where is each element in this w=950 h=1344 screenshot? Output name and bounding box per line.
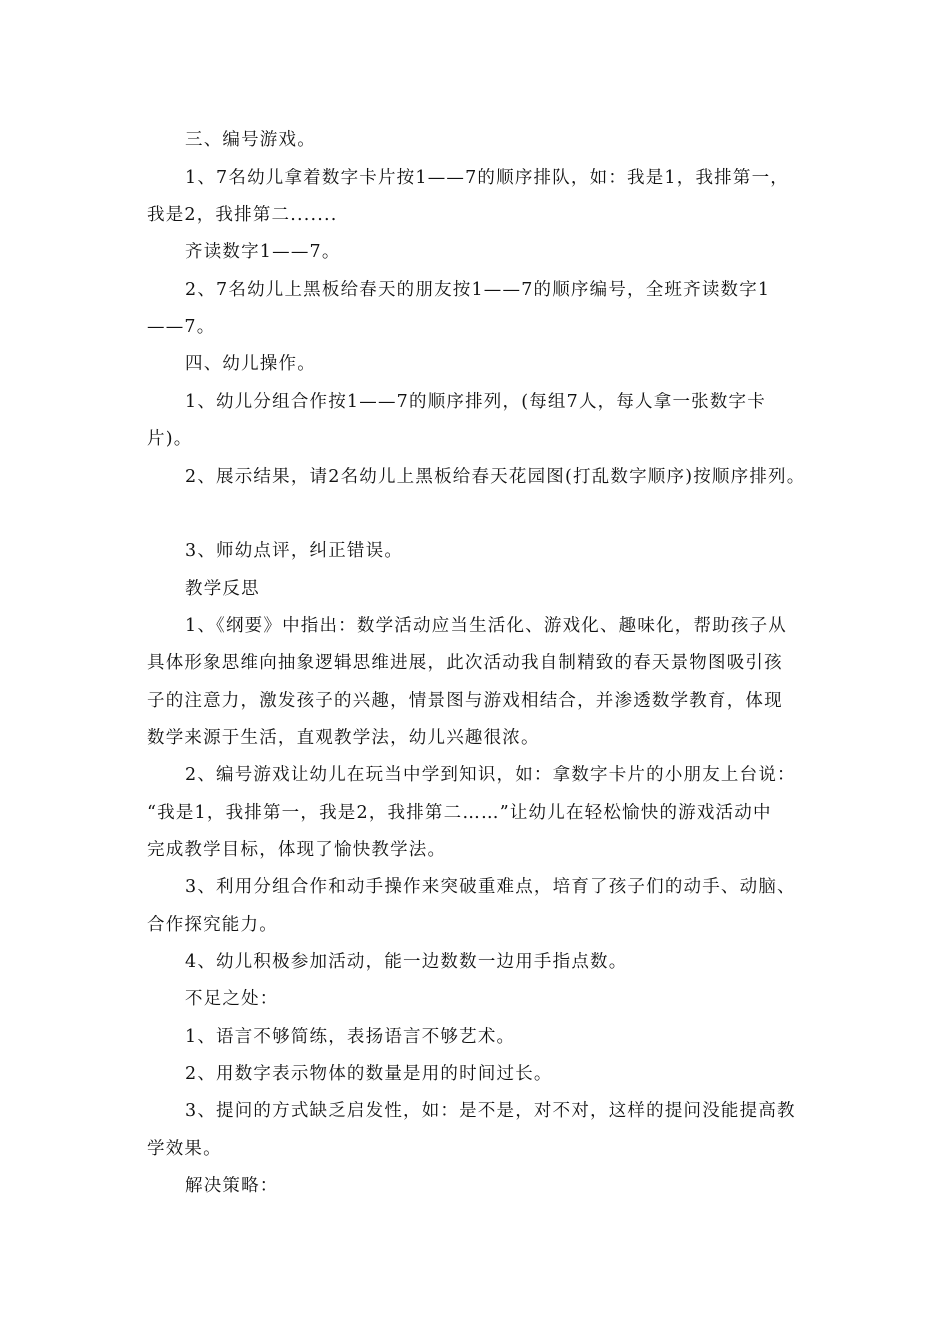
paragraph-line: 合作探究能力。 bbox=[147, 915, 278, 935]
paragraph-line: 齐读数字1——7。 bbox=[185, 242, 341, 262]
paragraph-line: 2、7名幼儿上黑板给春天的朋友按1——7的顺序编号，全班齐读数字1 bbox=[185, 280, 771, 300]
paragraph-line: 3、利用分组合作和动手操作来突破重难点，培育了孩子们的动手、动脑、 bbox=[185, 877, 796, 897]
paragraph-line: 片)。 bbox=[147, 429, 193, 449]
paragraph-line: 3、师幼点评，纠正错误。 bbox=[185, 541, 404, 561]
paragraph-line: 2、用数字表示物体的数量是用的时间过长。 bbox=[185, 1064, 553, 1084]
paragraph-line: 我是2，我排第二....... bbox=[147, 205, 338, 225]
section-heading-shortcomings: 不足之处： bbox=[185, 989, 279, 1009]
paragraph-line: 2、编号游戏让幼儿在玩当中学到知识，如：拿数字卡片的小朋友上台说： bbox=[185, 765, 796, 785]
paragraph-line: ——7。 bbox=[147, 317, 216, 337]
paragraph-line: 学效果。 bbox=[147, 1139, 222, 1159]
section-heading-child-operation: 四、幼儿操作。 bbox=[185, 354, 316, 374]
paragraph-line: 1、7名幼儿拿着数字卡片按1——7的顺序排队，如：我是1，我排第一， bbox=[185, 168, 789, 188]
paragraph-line: 1、幼儿分组合作按1——7的顺序排列，(每组7人，每人拿一张数字卡 bbox=[185, 392, 766, 412]
paragraph-line: 1、《纲要》中指出：数学活动应当生活化、游戏化、趣味化，帮助孩子从 bbox=[185, 616, 787, 636]
paragraph-line: 数学来源于生活，直观教学法，幼儿兴趣很浓。 bbox=[147, 728, 540, 748]
paragraph-line: 子的注意力，激发孩子的兴趣，情景图与游戏相结合，并渗透数学教育，体现 bbox=[147, 691, 783, 711]
section-heading-solutions: 解决策略： bbox=[185, 1176, 279, 1196]
paragraph-line: 4、幼儿积极参加活动，能一边数数一边用手指点数。 bbox=[185, 952, 628, 972]
paragraph-line: 2、展示结果，请2名幼儿上黑板给春天花园图(打乱数字顺序)按顺序排列。 bbox=[185, 467, 806, 487]
paragraph-line: 具体形象思维向抽象逻辑思维进展，此次活动我自制精致的春天景物图吸引孩 bbox=[147, 653, 783, 673]
paragraph-line: 3、提问的方式缺乏启发性，如：是不是，对不对，这样的提问没能提高教 bbox=[185, 1101, 796, 1121]
section-heading-teaching-reflection: 教学反思 bbox=[185, 579, 260, 599]
paragraph-line: 1、语言不够简练，表扬语言不够艺术。 bbox=[185, 1027, 516, 1047]
section-heading-numbering-game: 三、编号游戏。 bbox=[185, 130, 316, 150]
paragraph-line: “我是1，我排第一，我是2，我排第二……”让幼儿在轻松愉快的游戏活动中 bbox=[147, 803, 772, 823]
paragraph-line: 完成教学目标，体现了愉快教学法。 bbox=[147, 840, 447, 860]
